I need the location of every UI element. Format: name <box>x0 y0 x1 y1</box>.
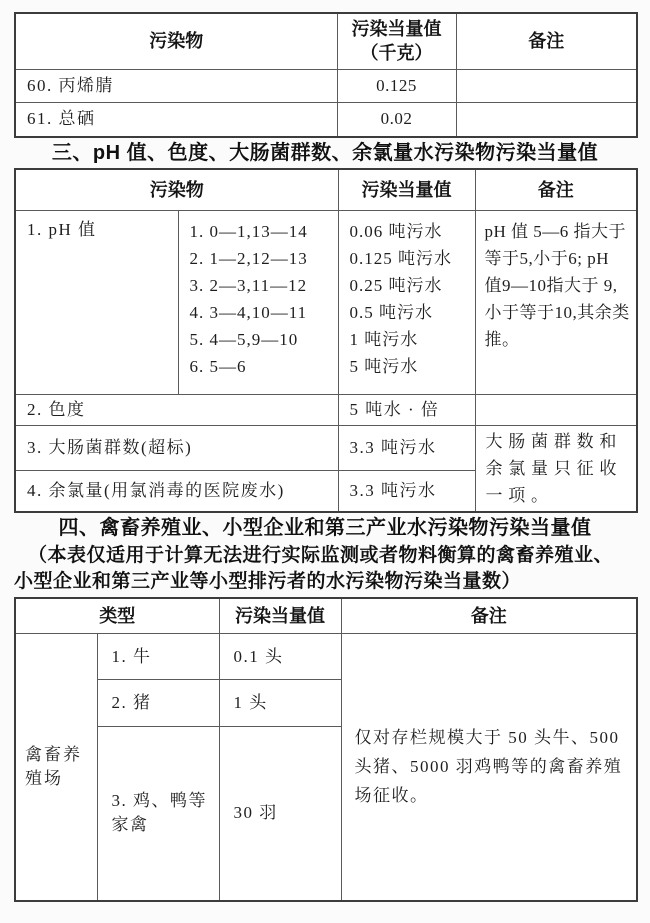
remark-cell <box>456 69 637 102</box>
ph-value-item: 0.5 吨污水 <box>349 302 433 322</box>
remark-cell <box>475 394 637 425</box>
value-cell: 1 头 <box>219 680 341 727</box>
col-header-equivalent: 污染当量值 <box>338 169 475 210</box>
table-row <box>15 394 637 425</box>
section4-note-line2: 小型企业和第三产业等小型排污者的水污染物污染当量数） <box>14 570 522 592</box>
col-header-equivalent-line2: （千克） <box>360 43 433 64</box>
col-header-remark: 备注 <box>341 598 637 634</box>
table-header-row <box>15 169 637 210</box>
col-header-remark: 备注 <box>456 13 637 69</box>
ph-value-item: 5 吨污水 <box>349 356 419 376</box>
ph-range-item: 1. 0—1,13—14 <box>189 221 308 241</box>
section4-note-line1: （本表仅适用于计算无法进行实际监测或者物料衡算的禽畜养殖业、 <box>28 544 614 566</box>
col-header-equivalent-kg <box>337 13 456 69</box>
pollutant-cell: 2. 色度 <box>15 394 338 425</box>
table-row <box>15 425 637 471</box>
remark-cell: pH 值 5—6 指大于等于5,小于6; pH 值9—10指大于 9,小于等于10,其余类推。 <box>475 210 637 394</box>
type-cell: 2. 猪 <box>97 680 219 727</box>
section4-note <box>14 543 636 595</box>
ph-range-item: 4. 3—4,10—11 <box>189 302 308 322</box>
ph-range-item: 3. 2—3,11—12 <box>189 275 308 295</box>
value-cell: 3.3 吨污水 <box>338 425 475 471</box>
pollutant-cell: 3. 大肠菌群数(超标) <box>15 425 338 471</box>
ph-range-item: 5. 4—5,9—10 <box>189 329 299 349</box>
ph-value-item: 0.25 吨污水 <box>349 275 443 295</box>
col-header-remark: 备注 <box>475 169 637 210</box>
col-header-pollutant: 污染物 <box>15 13 337 69</box>
merged-remark-cell: 仅对存栏规模大于 50 头牛、500 头猪、5000 羽鸡鸭等的禽畜养殖场征收。 <box>341 634 637 901</box>
value-cell: 0.02 <box>337 102 456 137</box>
value-cell: 30 羽 <box>219 727 341 901</box>
table-row <box>15 102 637 137</box>
pollutant-cell: 60. 丙烯腈 <box>15 69 337 102</box>
value-cell: 3.3 吨污水 <box>338 471 475 512</box>
section3-title: 三、pH 值、色度、大肠菌群数、余氯量水污染物污染当量值 <box>51 142 599 164</box>
ph-range-item: 6. 5—6 <box>189 356 247 376</box>
col-header-pollutant: 污染物 <box>15 169 338 210</box>
pollutant-cell: 1. pH 值 <box>15 210 178 394</box>
table-row <box>15 634 637 680</box>
pollutant-cell: 61. 总硒 <box>15 102 337 137</box>
ph-value-item: 0.06 吨污水 <box>349 221 443 241</box>
ph-range-list <box>178 210 338 394</box>
table-header-row <box>15 13 637 69</box>
ph-value-item: 0.125 吨污水 <box>349 248 452 268</box>
value-cell: 5 吨水 · 倍 <box>338 394 475 425</box>
value-cell: 0.1 头 <box>219 634 341 680</box>
ph-row <box>15 210 637 394</box>
table-header-row <box>15 598 637 634</box>
value-cell: 0.125 <box>337 69 456 102</box>
remark-cell <box>456 102 637 137</box>
ph-value-list <box>338 210 475 394</box>
col-header-type: 类型 <box>15 598 219 634</box>
table-ph-pollutants <box>14 168 638 513</box>
ph-value-item: 1 吨污水 <box>349 329 419 349</box>
merged-remark-cell: 大肠菌群数和余氯量只征收一项。 <box>475 425 637 512</box>
table-livestock <box>14 597 638 902</box>
col-header-equivalent: 污染当量值 <box>219 598 341 634</box>
section4-title: 四、禽畜养殖业、小型企业和第三产业水污染物污染当量值 <box>58 516 592 539</box>
pollutant-cell: 4. 余氯量(用氯消毒的医院废水) <box>15 471 338 512</box>
col-header-equivalent-line1: 污染当量值 <box>351 19 442 40</box>
ph-range-item: 2. 1—2,12—13 <box>189 248 308 268</box>
type-cell: 3. 鸡、鸭等家禽 <box>97 727 219 901</box>
table-row <box>15 69 637 102</box>
table-pollutant-kg <box>14 12 638 138</box>
type-cell: 1. 牛 <box>97 634 219 680</box>
group-label-cell: 禽畜养殖场 <box>15 634 97 901</box>
